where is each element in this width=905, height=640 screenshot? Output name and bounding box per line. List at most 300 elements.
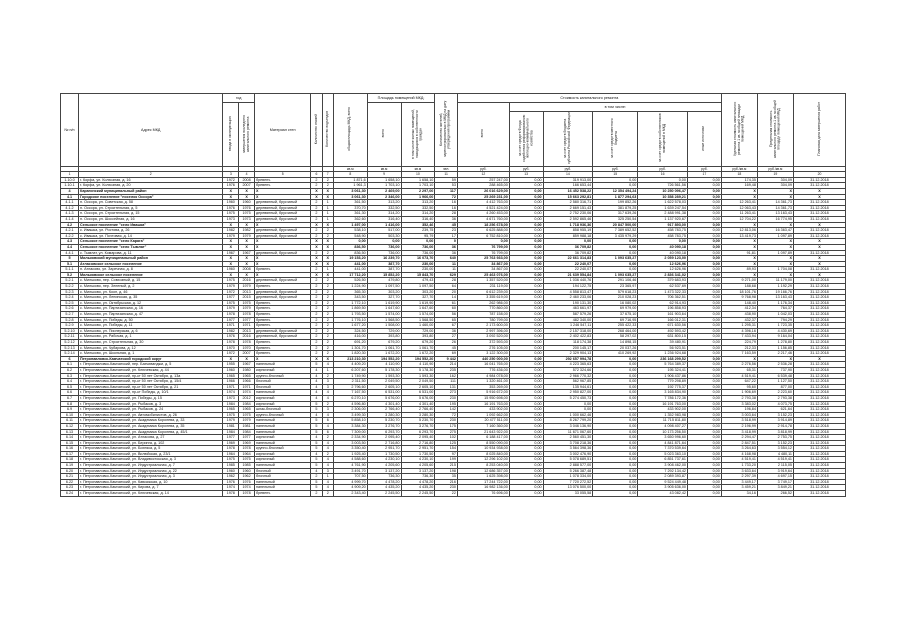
table-cell: 2 <box>322 295 333 301</box>
table-cell: 190 131,30 <box>543 300 593 306</box>
table-cell: 1973 <box>223 395 239 401</box>
table-cell: 0,00 <box>509 239 543 245</box>
table-cell: 43 082,42 <box>638 491 688 497</box>
table-cell: 2 297,00 <box>401 188 435 194</box>
table-cell: 5.2.13 <box>61 345 79 351</box>
table-cell: 3 919,64 <box>757 468 793 474</box>
table-cell: X <box>239 244 255 250</box>
table-cell: 4 <box>311 451 322 457</box>
table-cell: кирпичный <box>254 367 310 373</box>
table-cell: 194 122,75 <box>543 284 593 290</box>
table-cell: п. Оссора, ул. Строительная, д. 5 <box>79 205 223 211</box>
table-cell: 0,00 <box>509 272 543 278</box>
table-cell: 6.10 <box>61 412 79 418</box>
table-cell: 276 105,00 <box>457 345 509 351</box>
table-cell: 39 480,91 <box>638 340 688 346</box>
table-cell: Атласовское сельское поселение <box>79 261 223 267</box>
table-cell: 6.1 <box>61 362 79 368</box>
table-cell: 31.12.2018 <box>793 211 845 217</box>
table-cell: 0,00 <box>687 244 721 250</box>
table-cell: 1 776,10 <box>333 317 367 323</box>
table-cell: 3 061,30 <box>333 188 367 194</box>
table-cell: г. Петропавловск-Камчатский, ул. Бохняка, д. 5 <box>79 446 223 452</box>
table-cell: г. Петропавловск-Камчатский, ул. Рыбаков, д. 3 <box>79 401 223 407</box>
table-cell: 1 061,70 <box>401 345 435 351</box>
table-cell: 361,50 <box>333 200 367 206</box>
table-cell: 31.12.2018 <box>793 312 845 318</box>
table-cell: 1979 <box>223 306 239 312</box>
table-cell: 11 263,41 <box>721 211 757 217</box>
table-cell: 36 <box>435 328 458 334</box>
table-cell: 0,00 <box>687 446 721 452</box>
table-cell: 31.12.2018 <box>793 233 845 239</box>
table-cell: 210 028,23 <box>593 295 638 301</box>
table-cell: 0,00 <box>687 328 721 334</box>
table-cell: 2 <box>322 228 333 234</box>
table-cell: 2 <box>311 289 322 295</box>
table-cell: Сельское поселение "село Карага" <box>79 239 223 245</box>
table-cell: 215 <box>435 463 458 469</box>
table-cell: 0,00 <box>687 373 721 379</box>
table-cell: 4 <box>311 373 322 379</box>
table-cell: 314,20 <box>401 211 435 217</box>
table-cell: панельный <box>254 362 310 368</box>
table-cell: 332,50 <box>401 205 435 211</box>
table-cell: 1960 <box>239 468 255 474</box>
table-cell: 1976 <box>223 334 239 340</box>
table-cell: 1 869,50 <box>333 306 367 312</box>
table-cell: 6.16 <box>61 446 79 452</box>
table-cell: 379 683,93 <box>638 278 688 284</box>
table-cell: Карагинский муниципальный район <box>79 188 223 194</box>
table-cell: 2 343,40 <box>333 491 367 497</box>
table-cell: 2 <box>311 323 322 329</box>
table-cell: 4.4 <box>61 244 79 250</box>
table-cell: 5 178,30 <box>401 367 435 373</box>
table-cell: 858 955,19 <box>543 228 593 234</box>
table-cell: 14 898,15 <box>593 340 638 346</box>
table-cell: 0,00 <box>509 345 543 351</box>
table-cell: 0,00 <box>687 418 721 424</box>
table-cell: X <box>757 239 793 245</box>
table-cell: 4 430,69 <box>757 328 793 334</box>
table-cell: 4.3 <box>61 239 79 245</box>
table-cell: 1 042,03 <box>757 312 793 318</box>
table-cell: X <box>793 239 845 245</box>
table-cell: 1 906 437,86 <box>638 373 688 379</box>
table-cell: 362,60 <box>333 216 367 222</box>
table-cell: 1981 <box>239 423 255 429</box>
table-cell: 433 902,00 <box>457 407 509 413</box>
table-cell: 0,00 <box>509 300 543 306</box>
table-cell: 0,00 <box>687 429 721 435</box>
table-cell: 3 554,12 <box>757 446 793 452</box>
table-cell: 6.4 <box>61 379 79 385</box>
table-cell: 1971 <box>223 323 239 329</box>
table-cell: 26 <box>435 340 458 346</box>
table-cell: 9 164,04 <box>757 334 793 340</box>
table-cell: 0,00 <box>509 284 543 290</box>
table-cell: 6.23 <box>61 485 79 491</box>
table-cell: 28 <box>435 278 458 284</box>
table-cell: 3 633,64 <box>721 468 757 474</box>
table-cell: 13 419,73 <box>721 233 757 239</box>
table-cell: 0,00 <box>509 205 543 211</box>
table-cell: 0,00 <box>509 412 543 418</box>
table-cell: панельный <box>254 390 310 396</box>
table-cell: 1 730,50 <box>367 451 401 457</box>
table-cell: 0,00 <box>509 289 543 295</box>
table-cell: 1 <box>322 205 333 211</box>
table-cell: 1 730,50 <box>401 451 435 457</box>
table-cell: 15 663 292,81 <box>543 194 593 200</box>
table-cell: бревенч. <box>254 300 310 306</box>
table-cell: 3 276,70 <box>401 423 435 429</box>
table-cell: 2 <box>322 323 333 329</box>
table-cell: 6.9 <box>61 407 79 413</box>
table-cell: 7 786 172,36 <box>638 395 688 401</box>
table-cell: 0,00 <box>687 362 721 368</box>
table-cell: 1982 <box>223 228 239 234</box>
table-cell: бревенч. <box>254 183 310 189</box>
table-cell: 2 <box>322 278 333 284</box>
table-cell: 0,00 <box>687 474 721 480</box>
table-cell: 0,00 <box>687 384 721 390</box>
table-cell: деревянный, брусчатый <box>254 228 310 234</box>
table-cell: 3 905 636,00 <box>638 485 688 491</box>
colnum-cell-1: 1 <box>61 172 79 178</box>
table-cell: 40 090,18 <box>638 244 688 250</box>
table-cell: п. Атласово, ул. Заречная, д. 8 <box>79 267 223 273</box>
table-cell: 31.12.2018 <box>793 384 845 390</box>
table-cell: 5 <box>311 418 322 424</box>
table-cell: 2 173 600,00 <box>457 323 509 329</box>
table-cell: 6.3 <box>61 373 79 379</box>
table-cell: 12 686 357,00 <box>457 468 509 474</box>
table-cell: г. Петропавловск-Камчатский, ул. Беринга, д. 102 <box>79 440 223 446</box>
table-cell: 0,00 <box>333 239 367 245</box>
table-cell: 1977 <box>239 317 255 323</box>
table-cell: 214 <box>435 362 458 368</box>
table-cell: 4 <box>322 479 333 485</box>
table-cell: 1976 <box>239 479 255 485</box>
table-cell: 836,50 <box>333 244 367 250</box>
unit-cell-9: кв.м <box>367 166 401 172</box>
table-cell: 314,20 <box>367 211 401 217</box>
table-cell: 0,00 <box>509 222 543 228</box>
table-cell: 0,00 <box>687 205 721 211</box>
table-cell: 36 <box>435 250 458 256</box>
table-cell: 3 <box>322 468 333 474</box>
table-cell: 72 <box>435 412 458 418</box>
table-cell: 4 <box>322 390 333 396</box>
table-cell: 5 <box>311 440 322 446</box>
table-cell: 62 537,69 <box>638 284 688 290</box>
table-cell: 31.12.2018 <box>793 373 845 379</box>
colnum-cell-2: 2 <box>79 172 223 178</box>
table-cell: 31.12.2018 <box>793 457 845 463</box>
table-cell: с. Мильково, ул. Чубарова, д. 12 <box>79 345 223 351</box>
table-cell: 117 <box>435 188 458 194</box>
table-cell: 0,00 <box>687 233 721 239</box>
table-cell: 365,30 <box>333 289 367 295</box>
table-cell: 736,00 <box>367 250 401 256</box>
table-cell: 647,22 <box>721 379 757 385</box>
table-cell: деревянный, брусчатый <box>254 216 310 222</box>
table-cell: X <box>793 244 845 250</box>
table-cell: 387,70 <box>367 267 401 273</box>
table-cell: 5.2.3 <box>61 289 79 295</box>
table-cell: 1 793,50 <box>333 312 367 318</box>
table-cell: 393,80 <box>367 334 401 340</box>
table-cell: с. Ивашка, ул. Ростова, д. 26 <box>79 228 223 234</box>
table-cell: 31.12.2018 <box>793 200 845 206</box>
table-cell: 31.12.2018 <box>793 267 845 273</box>
table-cell: 1984 <box>223 401 239 407</box>
table-cell: 3 383,02 <box>721 401 757 407</box>
table-cell: 729,00 <box>401 328 435 334</box>
table-cell: 36 709,82 <box>543 244 593 250</box>
table-cell: с. Мильково, ул. Рабочая, д. 1 <box>79 334 223 340</box>
table-cell: X <box>311 261 322 267</box>
table-cell: 0,00 <box>509 340 543 346</box>
table-cell: 5.2.2 <box>61 284 79 290</box>
table-cell: 26 016 629,00 <box>457 188 509 194</box>
table-cell: 4 223 365,63 <box>543 362 593 368</box>
table-cell: 1975 <box>239 211 255 217</box>
table-cell: 12 263,41 <box>721 200 757 206</box>
table-cell: 67 <box>435 323 458 329</box>
table-cell: 17 712,20 <box>333 272 367 278</box>
table-cell: 2013 <box>239 289 255 295</box>
table-cell: 72 <box>435 194 458 200</box>
table-cell: 1 574,00 <box>367 312 401 318</box>
table-cell: X <box>239 222 255 228</box>
table-cell: 213 210,30 <box>333 356 367 362</box>
table-cell: 0,00 <box>543 239 593 245</box>
table-cell: 4 671 760,00 <box>457 216 509 222</box>
table-cell: с. Мильково, ул. Победы, д. 11 <box>79 323 223 329</box>
table-cell: 6.20 <box>61 468 79 474</box>
table-cell: 1974 <box>239 485 255 491</box>
table-cell: 1 236 924,68 <box>638 351 688 357</box>
unit-cell-18: руб./кв.м <box>721 166 757 172</box>
table-cell: 5 <box>311 463 322 469</box>
table-cell: 0,00 <box>687 390 721 396</box>
table-cell: X <box>757 194 793 200</box>
table-cell: 2 <box>311 312 322 318</box>
table-cell: 212,33 <box>721 345 757 351</box>
table-cell: 1970 <box>239 345 255 351</box>
table-cell: 1 568,50 <box>367 317 401 323</box>
table-cell: 1984 <box>239 429 255 435</box>
table-cell: 58 297,02 <box>593 334 638 340</box>
table-cell: 6.19 <box>61 463 79 469</box>
table-cell: 3 276,70 <box>367 423 401 429</box>
table-cell: деревянный, брусчатый <box>254 250 310 256</box>
table-cell: блочный <box>254 468 310 474</box>
table-cell: 60 <box>435 306 458 312</box>
table-cell: 275 <box>435 429 458 435</box>
table-cell: 706 362,51 <box>638 295 688 301</box>
table-cell: 6.2 <box>61 367 79 373</box>
table-cell: 13 076 500,00 <box>543 485 593 491</box>
table-cell: 1 097,50 <box>367 284 401 290</box>
table-cell: бревенч. <box>254 284 310 290</box>
table-cell: 877,00 <box>757 384 793 390</box>
table-cell: 12 813,06 <box>721 228 757 234</box>
table-cell: 313,20 <box>367 200 401 206</box>
table-cell: деревянный, брусчатый <box>254 295 310 301</box>
table-cell: 1974 <box>223 485 239 491</box>
table-cell: 327,70 <box>367 295 401 301</box>
table-cell: 31.12.2018 <box>793 177 845 183</box>
hdr-cost-incl: в том числе: <box>509 103 721 112</box>
table-cell: 56 <box>435 312 458 318</box>
table-cell: 1984 <box>239 401 255 407</box>
table-cell: 629 <box>435 272 458 278</box>
table-cell: X <box>223 222 239 228</box>
table-cell: X <box>239 261 255 267</box>
table-cell: 441,00 <box>333 261 367 267</box>
table-cell: 4.2.1 <box>61 228 79 234</box>
table-cell: 3 435 979,29 <box>593 233 638 239</box>
table-cell: X <box>757 244 793 250</box>
unit-cell-14: руб. <box>543 166 593 172</box>
table-cell: 11 179,00 <box>757 278 793 284</box>
table-cell: 9 442 <box>435 356 458 362</box>
table-cell: 4 098 407,27 <box>638 423 688 429</box>
table-cell: 2 <box>322 435 333 441</box>
table-cell: 0,00 <box>509 362 543 368</box>
table-cell: 1 036 440,76 <box>543 278 593 284</box>
table-cell: 1975 <box>239 300 255 306</box>
table-cell: 679,20 <box>367 340 401 346</box>
table-cell: 31.12.2018 <box>793 440 845 446</box>
table-cell: г. Петропавловск-Камчатский, ул. Кирова, д. 7 <box>79 485 223 491</box>
table-cell: 15 950 698,00 <box>457 395 509 401</box>
table-cell: с. Мильково, ул. Пионерская, д. 6 <box>79 328 223 334</box>
table-cell: 4 110,90 <box>367 362 401 368</box>
table-cell: 370,70 <box>333 205 367 211</box>
table-cell: 4 596,80 <box>333 401 367 407</box>
table-cell: 0,00 <box>687 216 721 222</box>
table-cell: 4.1.4 <box>61 216 79 222</box>
table-cell: X <box>322 222 333 228</box>
table-cell: 111 <box>435 379 458 385</box>
table-cell: 1978 <box>223 340 239 346</box>
table-cell: деревянный, брусчатый <box>254 328 310 334</box>
table-cell: 5 <box>311 362 322 368</box>
table-cell: X <box>793 222 845 228</box>
table-cell: 304,09 <box>757 177 793 183</box>
table-cell: 5.2.12 <box>61 340 79 346</box>
table-cell: 3 152,23 <box>757 440 793 446</box>
table-cell: шлак-блочный <box>254 407 310 413</box>
table-cell: бревенч. <box>254 312 310 318</box>
table-cell: 737,90 <box>757 367 793 373</box>
table-cell: 162 <box>435 373 458 379</box>
table-cell: 0,00 <box>509 200 543 206</box>
table-cell: 25 763 933,00 <box>457 256 509 262</box>
table-cell: 2 <box>311 233 322 239</box>
table-cell: 1 647,60 <box>367 306 401 312</box>
table-cell: 458 783,75 <box>638 233 688 239</box>
table-cell: г. Корфа, ул. Колхозная, д. 20 <box>79 183 223 189</box>
table-cell: 1960 <box>223 267 239 273</box>
table-cell: 1964 <box>239 451 255 457</box>
table-cell: 352,46 <box>401 222 435 228</box>
table-cell: 5.2.11 <box>61 334 79 340</box>
colnum-cell-5: 5 <box>254 172 310 178</box>
table-cell: 230 <box>435 395 458 401</box>
table-cell: 16 080,02 <box>593 300 638 306</box>
table-cell: 1 723,35 <box>757 323 793 329</box>
table-cell: г. Петропавловск-Камчатский, ул. Рыбаков, д. 24 <box>79 407 223 413</box>
table-cell: X <box>239 356 255 362</box>
hdr-floors: Количество этажей <box>313 113 318 145</box>
table-cell: панельный <box>254 418 310 424</box>
table-cell: 255 422,33 <box>593 323 638 329</box>
table-cell: 31.12.2018 <box>793 491 845 497</box>
table-cell: 5.2.14 <box>61 351 79 357</box>
table-cell: 416,00 <box>333 334 367 340</box>
table-cell: 22 <box>435 491 458 497</box>
table-cell: 2 796,60 <box>333 384 367 390</box>
table-cell: 2 752 230,06 <box>543 211 593 217</box>
table-cell: 2 346,00 <box>367 194 401 200</box>
table-cell: 59 <box>435 177 458 183</box>
table-cell: X <box>322 194 333 200</box>
table-cell: 0,00 <box>593 451 638 457</box>
unit-cell-12: руб. <box>457 166 509 172</box>
table-cell: 91,81 <box>721 250 757 256</box>
table-cell: 327,70 <box>401 295 435 301</box>
table-cell: 736,00 <box>401 250 435 256</box>
table-cell: 4.1.1 <box>61 200 79 206</box>
table-cell: 1 639 247,54 <box>638 205 688 211</box>
table-cell: 17 244 722,00 <box>457 479 509 485</box>
table-cell: 4.2 <box>61 222 79 228</box>
table-cell: бревенч. <box>254 340 310 346</box>
table-cell: 34 867,00 <box>457 261 509 267</box>
table-cell: 4 230,10 <box>401 457 435 463</box>
table-cell: п. Оссора, ул. Шоссейная, д. 16 <box>79 216 223 222</box>
table-cell: 2008 <box>239 177 255 183</box>
table-cell: 10 934 938,00 <box>457 446 509 452</box>
table-cell: 0,00 <box>509 334 543 340</box>
table-cell: 2 196,99 <box>721 423 757 429</box>
table-cell: 194 552,20 <box>367 356 401 362</box>
table-cell: 463 661,97 <box>543 306 593 312</box>
table-cell: кирпичный <box>254 395 310 401</box>
table-cell: 2 <box>311 351 322 357</box>
table-cell: 4 435,20 <box>401 485 435 491</box>
table-cell: 1 672,20 <box>401 351 435 357</box>
table-cell: 440 250 000,00 <box>457 356 509 362</box>
table-cell: 0,00 <box>593 429 638 435</box>
table-cell: 303,20 <box>401 289 435 295</box>
table-cell: п. Оссора, ул. Советская, д. 58 <box>79 200 223 206</box>
table-cell: 2 311,50 <box>333 379 367 385</box>
table-cell: 6.18 <box>61 457 79 463</box>
table-cell: X <box>757 256 793 262</box>
table-cell: 1979 <box>239 284 255 290</box>
table-cell: 31.12.2018 <box>793 451 845 457</box>
table-cell: 0,00 <box>367 239 401 245</box>
table-cell: г. Петропавловск-Камчатский, пер. Бахчиванджи, д. 5 <box>79 362 223 368</box>
table-cell: 2 402 422,83 <box>543 334 593 340</box>
